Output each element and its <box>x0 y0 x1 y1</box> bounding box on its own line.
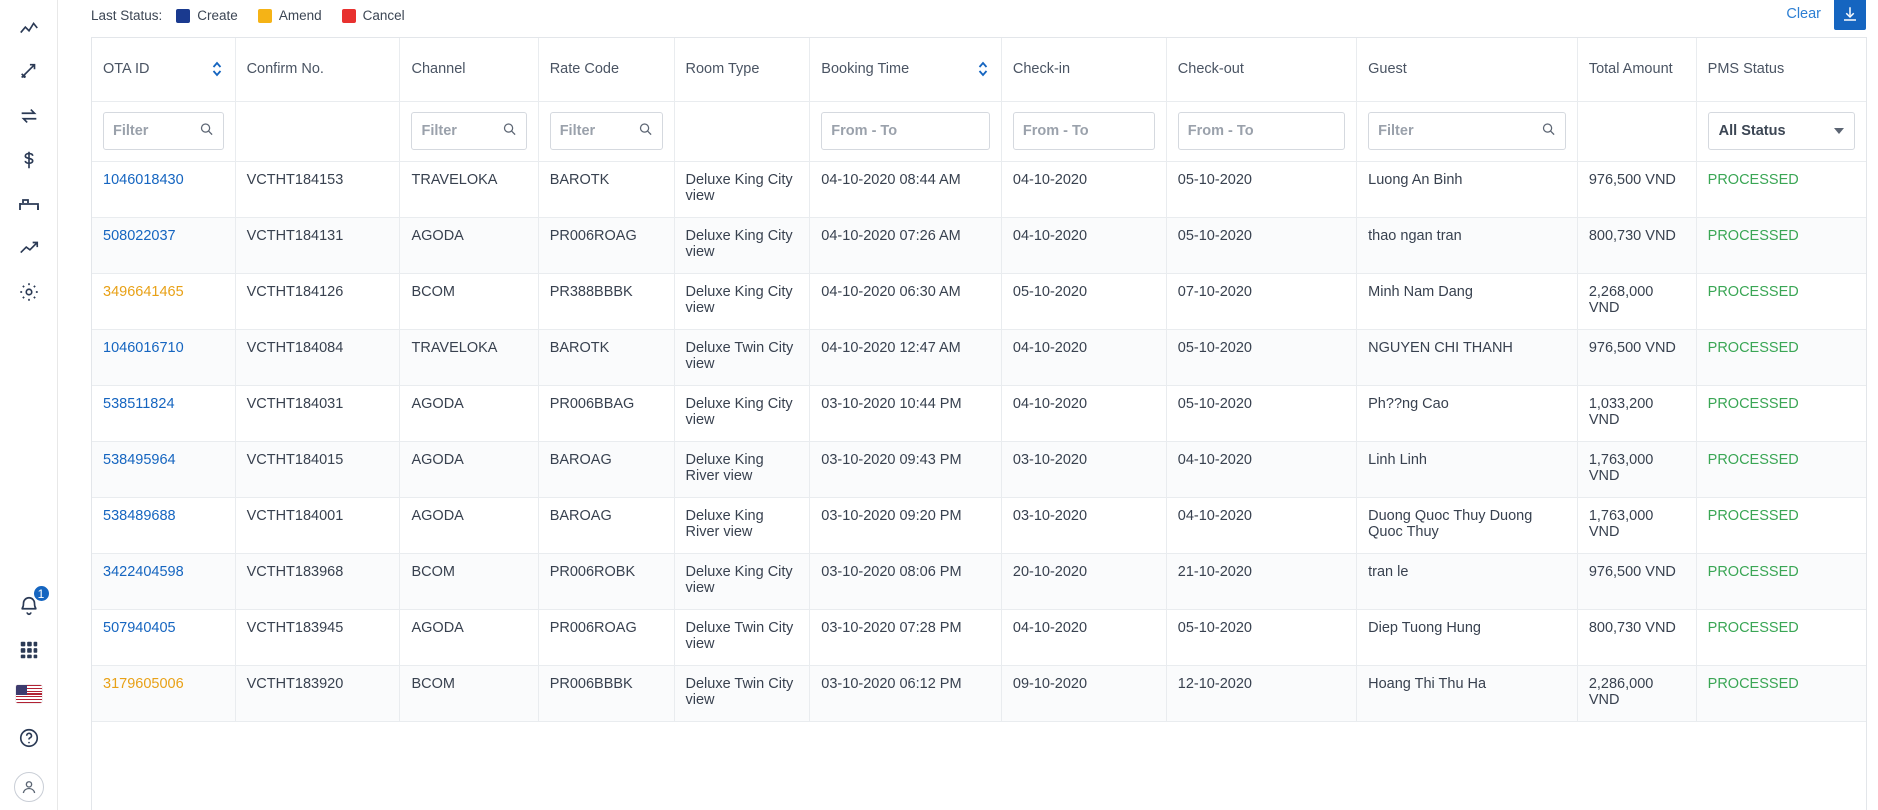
filter-input-guest[interactable] <box>1368 112 1566 150</box>
sort-icon[interactable] <box>210 59 224 79</box>
cell-total-amount: 800,730 VND <box>1588 619 1676 636</box>
filter-cell-rate_code <box>538 101 674 161</box>
cell-guest: Hoang Thi Thu Ha <box>1368 675 1487 692</box>
cell-pms-status: PROCESSED <box>1707 395 1799 412</box>
sort-icon[interactable] <box>976 59 990 79</box>
filter-cell-guest <box>1357 101 1578 161</box>
cell-room-type: Deluxe King River view <box>685 451 764 484</box>
column-header-label-pms_status: PMS Status <box>1707 61 1785 78</box>
cell-booking-time: 04-10-2020 06:30 AM <box>821 283 961 300</box>
cell-rate-code: BAROTK <box>549 171 610 188</box>
cell-pms-status: PROCESSED <box>1707 451 1799 468</box>
cell-booking-time: 03-10-2020 08:06 PM <box>821 563 962 580</box>
transfer-icon <box>18 105 40 127</box>
cell-check-in: 04-10-2020 <box>1012 171 1088 188</box>
cell-room-type: Deluxe Twin City view <box>685 619 794 652</box>
cell-check-in: 04-10-2020 <box>1012 395 1088 412</box>
cell-room-type: Deluxe King City view <box>685 395 793 428</box>
cell-check-out: 05-10-2020 <box>1177 339 1252 356</box>
cell-total-amount: 2,286,000 VND <box>1588 675 1654 708</box>
apps-grid-icon <box>18 639 40 661</box>
cell-channel: TRAVELOKA <box>411 339 498 356</box>
column-header-check_out <box>1166 38 1356 101</box>
cell-confirm-no: VCTHT184001 <box>246 507 344 524</box>
filter-placeholder-booking_time: From - To <box>831 123 898 139</box>
cell-ota-id[interactable]: 508022037 <box>103 227 176 244</box>
column-header-room_type <box>674 38 810 101</box>
chevron-down-icon <box>1834 128 1844 134</box>
cell-room-type: Deluxe Twin City view <box>685 675 794 708</box>
cell-check-in: 04-10-2020 <box>1012 619 1088 636</box>
cell-confirm-no: VCTHT184153 <box>246 171 344 188</box>
cell-rate-code: PR006ROAG <box>549 227 637 244</box>
filter-placeholder-channel: Filter <box>421 123 457 139</box>
cell-channel: AGODA <box>411 619 464 636</box>
cell-rate-code: BAROAG <box>549 507 612 524</box>
cell-ota-id[interactable]: 507940405 <box>103 619 176 636</box>
column-header-label-ota_id: OTA ID <box>103 61 150 78</box>
cell-check-in: 04-10-2020 <box>1012 339 1088 356</box>
cell-confirm-no: VCTHT184015 <box>246 451 344 468</box>
cell-channel: AGODA <box>411 451 464 468</box>
table-row[interactable] <box>92 273 1866 329</box>
legend-swatch-create <box>176 9 190 23</box>
column-header-channel <box>400 38 538 101</box>
sidebar-item-rooms[interactable] <box>9 184 49 224</box>
cell-confirm-no: VCTHT184031 <box>246 395 344 412</box>
cell-check-out: 04-10-2020 <box>1177 451 1252 468</box>
column-header-label-total_amount: Total Amount <box>1588 61 1673 78</box>
table-row[interactable] <box>92 441 1866 497</box>
cell-pms-status: PROCESSED <box>1707 675 1799 692</box>
legend-swatch-cancel <box>342 9 356 23</box>
cell-check-out: 05-10-2020 <box>1177 619 1252 636</box>
analytics-icon <box>18 17 40 39</box>
cell-pms-status: PROCESSED <box>1707 619 1799 636</box>
cell-total-amount: 2,268,000 VND <box>1588 283 1654 316</box>
column-header-label-confirm_no: Confirm No. <box>246 61 324 78</box>
cell-room-type: Deluxe King City view <box>685 227 793 260</box>
cell-ota-id[interactable]: 538489688 <box>103 507 176 524</box>
cell-pms-status: PROCESSED <box>1707 283 1799 300</box>
cell-check-in: 09-10-2020 <box>1012 675 1088 692</box>
cell-confirm-no: VCTHT183945 <box>246 619 344 636</box>
filter-input-ota_id[interactable] <box>103 112 224 150</box>
table-row[interactable] <box>92 385 1866 441</box>
cell-check-in: 03-10-2020 <box>1012 507 1088 524</box>
rate-insight-icon <box>18 61 40 83</box>
search-icon <box>502 122 517 141</box>
cell-ota-id[interactable]: 3422404598 <box>103 563 184 580</box>
cell-pms-status: PROCESSED <box>1707 171 1799 188</box>
legend-item-create <box>176 8 238 23</box>
column-header-label-room_type: Room Type <box>685 61 760 78</box>
sidebar-item-notifications[interactable] <box>9 586 49 626</box>
column-header-guest <box>1357 38 1578 101</box>
sidebar-bottom <box>0 586 57 802</box>
column-header-booking_time[interactable] <box>810 38 1002 101</box>
legend-bar <box>58 0 1878 31</box>
sidebar-item-language[interactable] <box>9 674 49 714</box>
cell-ota-id[interactable]: 1046016710 <box>103 339 184 356</box>
table-row[interactable] <box>92 329 1866 385</box>
cell-check-in: 03-10-2020 <box>1012 451 1088 468</box>
filter-range-check_out[interactable] <box>1178 112 1345 150</box>
filter-cell-channel <box>400 101 538 161</box>
cell-ota-id[interactable]: 3496641465 <box>103 283 184 300</box>
column-header-pms_status <box>1696 38 1866 101</box>
top-actions <box>1786 0 1866 30</box>
sidebar-item-revenue[interactable] <box>9 140 49 180</box>
settings-icon <box>18 281 40 303</box>
revenue-icon <box>18 149 40 171</box>
filter-select-value: All Status <box>1718 123 1786 139</box>
table-row[interactable] <box>92 217 1866 273</box>
filter-placeholder-ota_id: Filter <box>113 123 149 139</box>
table-filter-row <box>92 101 1866 161</box>
legend-label-create: Create <box>197 8 238 23</box>
cell-guest: Diep Tuong Hung <box>1368 619 1481 636</box>
cell-total-amount: 976,500 VND <box>1588 339 1676 356</box>
trend-icon <box>18 237 40 259</box>
cell-channel: AGODA <box>411 507 464 524</box>
cell-total-amount: 1,763,000 VND <box>1588 451 1654 484</box>
help-icon <box>18 727 40 749</box>
cell-check-out: 05-10-2020 <box>1177 227 1252 244</box>
filter-range-booking_time[interactable] <box>821 112 990 150</box>
cell-guest: Linh Linh <box>1368 451 1427 468</box>
cell-room-type: Deluxe King City view <box>685 563 793 596</box>
cell-check-out: 07-10-2020 <box>1177 283 1252 300</box>
column-header-total_amount <box>1577 38 1696 101</box>
table-header-row <box>92 38 1866 101</box>
cell-room-type: Deluxe Twin City view <box>685 339 794 372</box>
filter-input-channel[interactable] <box>411 112 526 150</box>
cell-channel: AGODA <box>411 395 464 412</box>
table-body <box>92 161 1866 721</box>
table-row[interactable] <box>92 161 1866 217</box>
sidebar-item-analytics[interactable] <box>9 8 49 48</box>
filter-cell-room_type <box>674 101 810 161</box>
legend-item-cancel <box>342 8 405 23</box>
legend-swatch-amend <box>258 9 272 23</box>
language-flag-icon <box>16 685 42 703</box>
sidebar-item-rate-insight[interactable] <box>9 52 49 92</box>
cell-guest: Luong An Binh <box>1368 171 1463 188</box>
cell-channel: BCOM <box>411 675 455 692</box>
cell-guest: tran le <box>1368 563 1409 580</box>
filter-placeholder-check_out: From - To <box>1187 123 1254 139</box>
cell-rate-code: PR006BBBK <box>549 675 633 692</box>
column-header-label-check_out: Check-out <box>1177 61 1244 78</box>
search-icon <box>199 122 214 141</box>
cell-confirm-no: VCTHT183920 <box>246 675 344 692</box>
column-header-rate_code <box>538 38 674 101</box>
cell-room-type: Deluxe King City view <box>685 171 793 204</box>
cell-rate-code: PR006ROBK <box>549 563 636 580</box>
cell-check-out: 05-10-2020 <box>1177 171 1252 188</box>
cell-ota-id[interactable]: 3179605006 <box>103 675 184 692</box>
cell-check-in: 04-10-2020 <box>1012 227 1088 244</box>
cell-guest: Minh Nam Dang <box>1368 283 1473 300</box>
filter-placeholder-check_in: From - To <box>1022 123 1089 139</box>
table-row[interactable] <box>92 497 1866 553</box>
cell-confirm-no: VCTHT183968 <box>246 563 344 580</box>
cell-ota-id[interactable]: 538511824 <box>103 395 175 412</box>
cell-check-out: 12-10-2020 <box>1177 675 1252 692</box>
column-header-label-guest: Guest <box>1368 61 1407 78</box>
filter-range-check_in[interactable] <box>1013 112 1155 150</box>
cell-check-out: 21-10-2020 <box>1177 563 1252 580</box>
cell-pms-status: PROCESSED <box>1707 227 1799 244</box>
cell-total-amount: 976,500 VND <box>1588 171 1676 188</box>
search-icon <box>638 122 653 141</box>
clear-button[interactable]: Clear <box>1786 6 1821 22</box>
cell-booking-time: 03-10-2020 10:44 PM <box>821 395 962 412</box>
filter-cell-confirm_no <box>235 101 400 161</box>
cell-channel: AGODA <box>411 227 464 244</box>
avatar[interactable] <box>14 772 44 802</box>
cell-total-amount: 1,763,000 VND <box>1588 507 1654 540</box>
cell-check-out: 04-10-2020 <box>1177 507 1252 524</box>
column-header-label-check_in: Check-in <box>1012 61 1071 78</box>
cell-rate-code: PR388BBBK <box>549 283 633 300</box>
user-icon <box>20 778 38 796</box>
column-header-ota_id[interactable] <box>92 38 235 101</box>
filter-placeholder-guest: Filter <box>1378 123 1414 139</box>
table-row[interactable] <box>92 665 1866 721</box>
cell-total-amount: 1,033,200 VND <box>1588 395 1654 428</box>
cell-channel: BCOM <box>411 563 455 580</box>
cell-booking-time: 03-10-2020 09:43 PM <box>821 451 962 468</box>
cell-booking-time: 03-10-2020 09:20 PM <box>821 507 962 524</box>
sidebar-item-trend[interactable] <box>9 228 49 268</box>
download-icon <box>1841 5 1859 23</box>
sidebar-item-apps[interactable] <box>9 630 49 670</box>
cell-check-out: 05-10-2020 <box>1177 395 1252 412</box>
main-content <box>58 0 1878 810</box>
cell-room-type: Deluxe King City view <box>685 283 793 316</box>
sidebar <box>0 0 58 810</box>
cell-rate-code: PR006BBAG <box>549 395 635 412</box>
cell-room-type: Deluxe King River view <box>685 507 764 540</box>
cell-guest: Ph??ng Cao <box>1368 395 1449 412</box>
cell-booking-time: 04-10-2020 07:26 AM <box>821 227 961 244</box>
search-icon <box>1541 122 1556 141</box>
filter-input-rate_code[interactable] <box>550 112 663 150</box>
legend-item-amend <box>258 8 322 23</box>
cell-rate-code: PR006ROAG <box>549 619 637 636</box>
filter-cell-ota_id <box>92 101 235 161</box>
status-legend <box>176 8 404 23</box>
cell-confirm-no: VCTHT184131 <box>246 227 344 244</box>
column-header-check_in <box>1001 38 1166 101</box>
cell-booking-time: 03-10-2020 07:28 PM <box>821 619 962 636</box>
sidebar-item-transfer[interactable] <box>9 96 49 136</box>
sidebar-item-settings[interactable] <box>9 272 49 312</box>
filter-cell-booking_time <box>810 101 1002 161</box>
cell-pms-status: PROCESSED <box>1707 507 1799 524</box>
cell-pms-status: PROCESSED <box>1707 339 1799 356</box>
bookings-table <box>92 38 1866 722</box>
table-row[interactable] <box>92 553 1866 609</box>
cell-confirm-no: VCTHT184126 <box>246 283 344 300</box>
download-button[interactable] <box>1834 0 1866 30</box>
filter-select-pms_status[interactable] <box>1708 112 1855 150</box>
cell-booking-time: 04-10-2020 12:47 AM <box>821 339 961 356</box>
cell-channel: TRAVELOKA <box>411 171 498 188</box>
cell-guest: thao ngan tran <box>1368 227 1462 244</box>
filter-cell-check_in <box>1001 101 1166 161</box>
cell-rate-code: BAROAG <box>549 451 612 468</box>
legend-label-amend: Amend <box>278 8 322 23</box>
cell-guest: NGUYEN CHI THANH <box>1368 339 1513 356</box>
cell-rate-code: BAROTK <box>549 339 610 356</box>
filter-placeholder-rate_code: Filter <box>559 123 596 139</box>
last-status-label: Last Status: <box>91 8 163 23</box>
column-header-label-booking_time: Booking Time <box>821 61 910 78</box>
column-header-label-rate_code: Rate Code <box>549 61 620 78</box>
filter-cell-pms_status <box>1696 101 1866 161</box>
cell-ota-id[interactable]: 538495964 <box>103 451 176 468</box>
sidebar-item-help[interactable] <box>9 718 49 758</box>
table-row[interactable] <box>92 609 1866 665</box>
cell-ota-id[interactable]: 1046018430 <box>103 171 184 188</box>
rooms-icon <box>17 192 41 216</box>
cell-guest: Duong Quoc Thuy Duong Quoc Thuy <box>1368 507 1533 540</box>
table-head <box>92 38 1866 161</box>
cell-pms-status: PROCESSED <box>1707 563 1799 580</box>
bookings-table-container[interactable] <box>91 37 1867 810</box>
filter-cell-check_out <box>1166 101 1356 161</box>
cell-total-amount: 800,730 VND <box>1588 227 1676 244</box>
legend-label-cancel: Cancel <box>362 8 405 23</box>
cell-check-in: 20-10-2020 <box>1012 563 1088 580</box>
cell-confirm-no: VCTHT184084 <box>246 339 344 356</box>
cell-booking-time: 04-10-2020 08:44 AM <box>821 171 961 188</box>
column-header-label-channel: Channel <box>411 61 466 78</box>
cell-booking-time: 03-10-2020 06:12 PM <box>821 675 962 692</box>
cell-channel: BCOM <box>411 283 455 300</box>
cell-total-amount: 976,500 VND <box>1588 563 1676 580</box>
notifications-badge: 1 <box>32 584 51 603</box>
cell-check-in: 05-10-2020 <box>1012 283 1088 300</box>
filter-cell-total_amount <box>1577 101 1696 161</box>
column-header-confirm_no <box>235 38 400 101</box>
